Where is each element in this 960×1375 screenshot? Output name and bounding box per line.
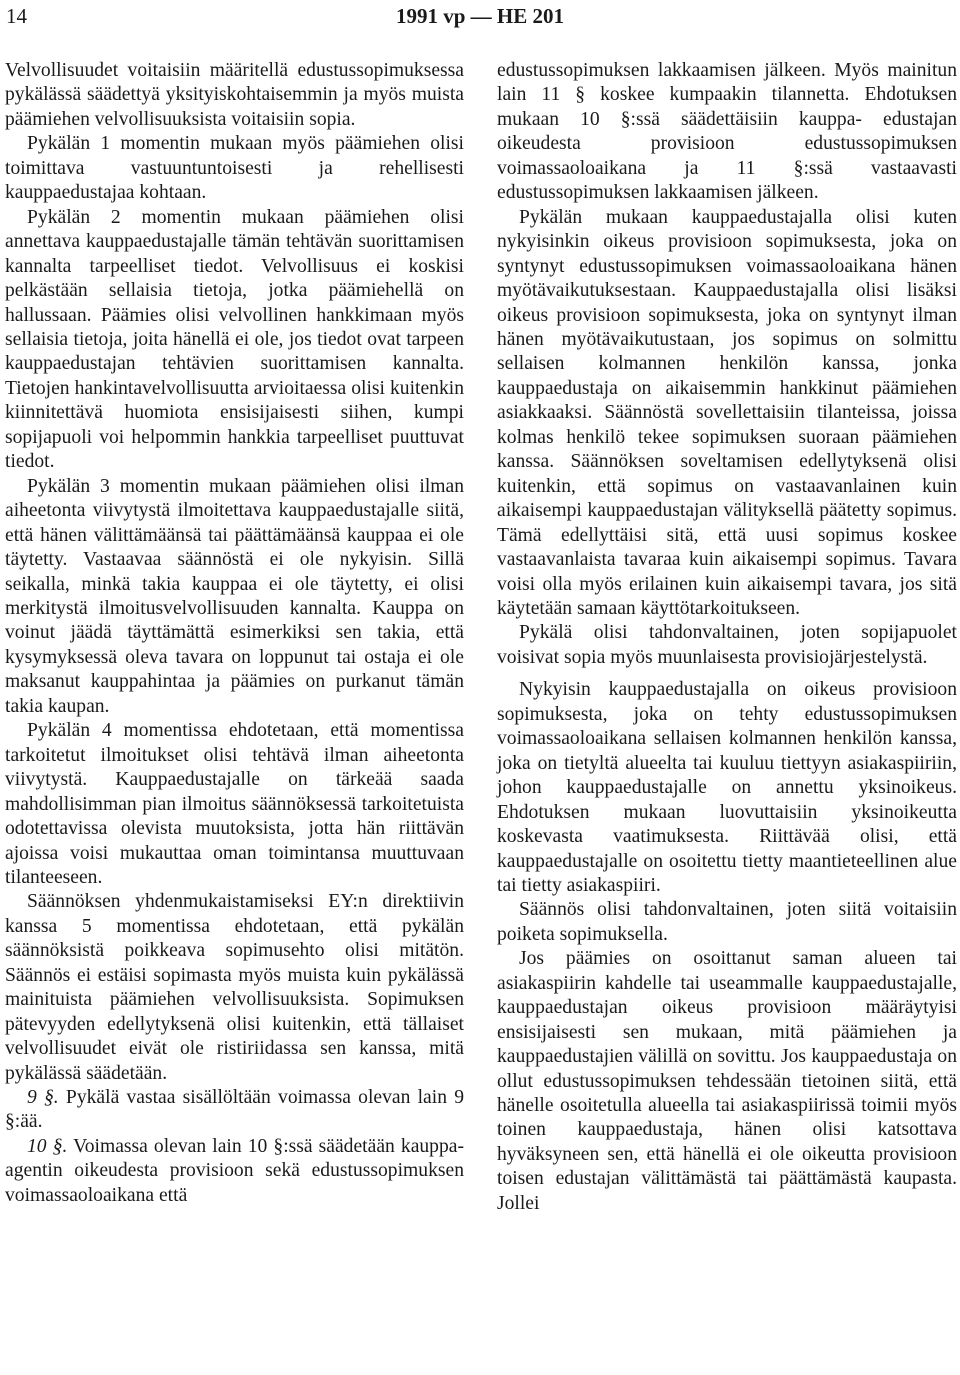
paragraph-text: Velvollisuudet voitaisiin määritellä edustussopimuksessa pykälässä säädettyä yksityiskohtaisemmin ja myös muista päämiehen velvollisuuksista voitaisiin sopia. [5,60,464,130]
running-head: 1991 vp — HE 201 [395,4,565,28]
paragraph [5,132,464,205]
paragraph-text: Pykälän 1 momentin mukaan myös päämiehen olisi toimittava vastuuntuntoisesti ja rehellisesti kauppaedustajaa kohtaan. [5,133,464,204]
paragraph-text: Säännös olisi tahdonvaltainen, joten siitä voitaisiin poiketa sopimuksella. [497,899,957,945]
right-column [497,59,957,1216]
page-header [0,0,960,40]
paragraph [497,678,957,898]
paragraph [497,59,957,206]
paragraph [497,621,957,670]
section-number: 10 §. [27,1135,68,1157]
paragraph-text: Pykälän 2 momentin mukaan päämiehen olisi annettava kauppaedustajalle tämän tehtävän suorittamisen kannalta tarpeelliset tiedot. Velvollisuus ei koskisi pelkästään sellaisia tietoja, jotka päämiehellä on hallussaan. Päämies olisi velvollinen hankkimaan myös sellaisia tietoja, joita hänellä ei ole, jos tiedot ovat tarpeen kauppaedustajan tehtävien suorittamisen kannalta. Tietojen hankintavelvollisuutta arvioitaessa olisi kuitenkin kiinnitettävä huomiota ensisijaisesti siihen, kumpi sopijapuoli voi helpommin hankkia tarpeelliset puuttuvat tiedot. [5,206,464,473]
paragraph [5,59,464,132]
left-column [5,59,464,1208]
paragraph-text: Nykyisin kauppaedustajalla on oikeus provisioon sopimuksesta, joka on tehty edustussopimuksen voimassaoloaikana sellaisen kolmannen henkilön kanssa, joka on tietyltä alueelta tai kuuluu tiettyyn asiakaspiiriin, johon kauppaedustajalle on annettu yksinoikeus. Ehdotuksen mukaan luovuttaisiin yksinoikeutta koskevasta vaatimuksesta. Riittävää olisi, että kauppaedustajalle on osoitettu tietty maantieteellinen alue tai tietty asiakaspiiri. [497,679,957,896]
paragraph-text: Säännöksen yhdenmukaistamiseksi EY:n direktiivin kanssa 5 momentissa ehdotetaan, että pykälän säännöksistä poikkeava sopimusehto olisi mitätön. Säännös ei estäisi sopimasta myös muista kuin pykälässä mainituista päämiehen velvollisuuksista. Sopimuksen pätevyyden edellytyksenä olisi kuitenkin, että tällaiset velvollisuudet eivät ole ristiriidassa sen kanssa, mitä pykälässä säädetään. [5,891,464,1084]
paragraph [5,890,464,1086]
paragraph [5,719,464,890]
paragraph-text: Pykälän mukaan kauppaedustajalla olisi kuten nykyisinkin oikeus provisioon sopimuksesta, joka on syntynyt edustussopimuksen voimassaoloaikana hänen myötävaikutuksestaan. Kauppaedustajalla olisi lisäksi oikeus provisioon sopimuksesta, joka on syntynyt ilman hänen myötävaikutustaan, jos sopimus on solmittu sellaisen kolmannen henkilön kanssa, jonka kauppaedustaja on aikaisemmin hankkinut päämiehen asiakkaaksi. Säännöstä sovellettaisiin tilanteissa, joissa kolmas henkilö tekee sopimuksen suoraan päämiehen kanssa. Säännöksen soveltamisen edellytyksenä olisi kuitenkin, että sopimus on vastaavanlainen kuin aikaisempi kauppaedustajan välityksellä päätetty sopimus. Tämä edellyttäisi sitä, että uusi sopimus koskee vastaavanlaista tavaraa kuin aikaisempi sopimus. Tavara voisi olla myös erilainen kuin aikaisempi tavara, jos sitä käytetään samaan käyttötarkoitukseen. [497,206,957,619]
page-number: 14 [6,4,27,28]
paragraph-text: Pykälän 4 momentissa ehdotetaan, että momentissa tarkoitetut ilmoitukset olisi tehtävä ilman aiheetonta viivytystä. Kauppaedustajalle on tärkeää saada mahdollisimman pian ilmoitus säännöksessä tarkoitetuista odotettavissa olevista muutoksista, jotta hän riittävän ajoissa voisi mukauttaa oman toimintansa muuttuvaan tilanteeseen. [5,720,464,888]
paragraph-text: Pykälä vastaa sisällöltään voimassa olevan lain 9 §:ää. [5,1087,464,1133]
paragraph [497,206,957,622]
section-number: 9 §. [27,1087,59,1109]
paragraph-text: Pykälän 3 momentin mukaan päämiehen olisi ilman aiheetonta viivytystä ilmoitettava kauppaedustajalle siitä, että hänen välittämäänsä tai päättämäänsä kauppaa ei ole täytetty. Vastaavaa säännöstä ei ole nykyisin. Sillä seikalla, minkä takia kauppaa ei ole täytetty, ei olisi merkitystä ilmoitusvelvollisuuden kannalta. Kauppa on voinut jäädä täyttämättä esimerkiksi sen takia, että kysymyksessä oleva tavara on loppunut tai ostaja ei ole maksanut kauppahintaa ja päämies on purkanut tämän takia kaupan. [5,475,464,717]
paragraph-text: edustussopimuksen lakkaamisen jälkeen. Myös mainitun lain 11 § koskee kumpaakin tilannetta. Ehdotuksen mukaan 10 §:ssä säädettäisiin kauppa- edustajan oikeudesta provisioon edustussopimuksen voimassaoloaikana ja 11 §:ssä vastaavasti edustussopimuksen lakkaamisen jälkeen. [497,60,957,204]
paragraph [5,206,464,475]
paragraph [497,947,957,1216]
paragraph-text: Pykälä olisi tahdonvaltainen, joten sopijapuolet voisivat sopia myös muunlaisesta provisiojärjestelystä. [497,622,957,668]
paragraph-text: Voimassa olevan lain 10 §:ssä säädetään kauppa-agentin oikeudesta provisioon sekä edustussopimuksen voimassaoloaikana että [5,1135,464,1206]
paragraph [497,898,957,947]
paragraph-text: Jos päämies on osoittanut saman alueen tai asiakaspiirin kahdelle tai useammalle kauppaedustajalle, kauppaedustajan oikeus provisioon määräytyisi ensisijaisesti sen mukaan, mitä päämiehen ja kauppaedustajien välillä on sovittu. Jos kauppaedustaja on ollut edustussopimuksen tehdessään tietoinen siitä, että hänelle osoitetulla alueella tai asiakaspiirissä toimii myös toinen kauppaedustaja, hänen olisi katsottava hyväksyneen sen, että hänellä ei ole oikeutta provisioon toisen edustajan välittämästä tai päättämästä kaupasta. Jollei [497,948,957,1214]
paragraph [5,1135,464,1208]
paragraph [5,475,464,720]
paragraph [5,1086,464,1135]
